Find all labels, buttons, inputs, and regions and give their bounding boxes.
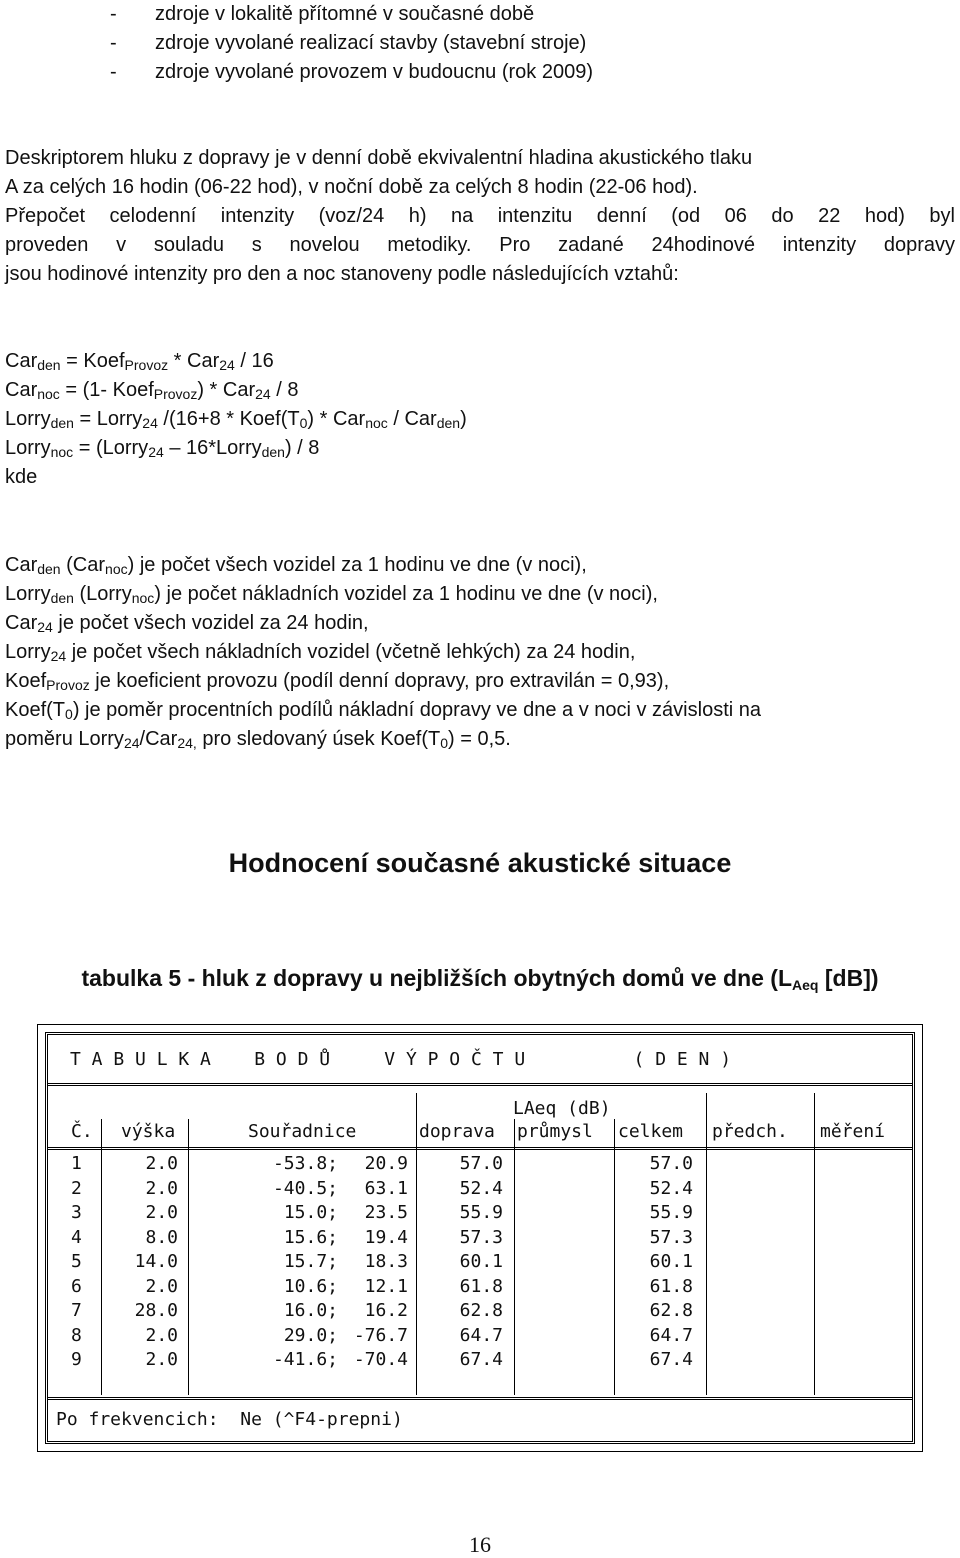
table-row xyxy=(48,1201,910,1225)
table-row xyxy=(48,1177,910,1201)
bullet-dash: - xyxy=(110,32,117,54)
row-number: 4 xyxy=(71,1226,82,1248)
row-coord-y: 20.9 xyxy=(364,1153,408,1174)
row-height: 2.0 xyxy=(145,1275,178,1297)
row-celkem: 64.7 xyxy=(649,1324,693,1346)
row-coord-y: 19.4 xyxy=(364,1226,408,1248)
row-coord-y: -70.4 xyxy=(353,1349,408,1370)
col-header-prumysl: průmysl xyxy=(517,1121,593,1142)
bullet-dash: - xyxy=(110,3,117,25)
table-caption: tabulka 5 - hluk z dopravy u nejbližších obytných domů ve dne ($L_{Aeq}$ [dB]) xyxy=(81,965,879,993)
col-header-doprava: doprava xyxy=(419,1121,495,1142)
row-number: 1 xyxy=(71,1153,82,1174)
row-height: 2.0 xyxy=(145,1349,178,1370)
row-celkem: 57.0 xyxy=(649,1153,693,1174)
row-doprava: 61.8 xyxy=(459,1275,503,1297)
row-doprava: 60.1 xyxy=(459,1251,503,1272)
row-doprava: 57.0 xyxy=(459,1153,503,1174)
bullet-text: zdroje vyvolané realizací stavby (stavební stroje) xyxy=(155,32,587,54)
definition-line: Lorry$_{den}$ (Lorry$_{noc}$) je počet nákladních vozidel za 1 hodinu ve dne (v noci), xyxy=(5,583,658,606)
table-row xyxy=(48,1250,910,1274)
row-doprava: 57.3 xyxy=(459,1226,503,1248)
table-row xyxy=(48,1348,910,1372)
row-height: 14.0 xyxy=(134,1251,178,1272)
row-number: 2 xyxy=(71,1177,82,1199)
row-celkem: 67.4 xyxy=(649,1349,693,1370)
row-doprava: 55.9 xyxy=(459,1202,503,1223)
row-coord-y: -76.7 xyxy=(353,1324,408,1346)
row-number: 3 xyxy=(71,1202,82,1223)
table-row xyxy=(48,1324,910,1348)
row-coord-y: 18.3 xyxy=(364,1251,408,1272)
laeq-group-header: LAeq (dB) xyxy=(513,1098,611,1119)
row-coord-x: 16.0; xyxy=(283,1300,338,1321)
row-coord-y: 23.5 xyxy=(364,1202,408,1223)
col-header-coords: Souřadnice xyxy=(248,1121,357,1142)
row-height: 2.0 xyxy=(145,1177,178,1199)
row-celkem: 61.8 xyxy=(649,1275,693,1297)
separator xyxy=(48,1083,912,1086)
row-number: 9 xyxy=(71,1349,82,1370)
row-coord-x: -41.6; xyxy=(272,1349,338,1370)
row-celkem: 57.3 xyxy=(649,1226,693,1248)
definition-line: Koef$_{Provoz}$ je koeficient provozu (podíl denní dopravy, pro extravilán = 0,93), xyxy=(5,670,670,693)
paragraph-line: Přepočet celodenní intenzity (voz/24 h) na intenzitu denní (od 06 do 22 hod) byl xyxy=(5,205,955,227)
row-coord-y: 12.1 xyxy=(364,1275,408,1297)
screen-frame xyxy=(45,1032,915,1444)
row-coord-x: -53.8; xyxy=(272,1153,338,1174)
definition-line: Lorry$_{24}$ je počet všech nákladních vozidel (včetně lehkých) za 24 hodin, xyxy=(5,641,636,664)
definition-line: poměru Lorry$_{24}$/Car$_{24,}$ pro sledovaný úsek $Koef(T_0) = 0,5$. xyxy=(5,728,511,751)
row-height: 8.0 xyxy=(145,1226,178,1248)
row-doprava: 67.4 xyxy=(459,1349,503,1370)
col-header-mereni: měření xyxy=(820,1121,886,1142)
col-header-predch: předch. xyxy=(712,1121,788,1142)
row-celkem: 52.4 xyxy=(649,1177,693,1199)
row-celkem: 60.1 xyxy=(649,1251,693,1272)
paragraph-line: Deskriptorem hluku z dopravy je v denní době ekvivalentní hladina akustického tlaku xyxy=(5,147,753,169)
table-row xyxy=(48,1299,910,1323)
table-row xyxy=(48,1275,910,1299)
row-number: 8 xyxy=(71,1324,82,1346)
paragraph-line: jsou hodinové intenzity pro den a noc stanoveny podle následujících vztahů: xyxy=(5,263,679,285)
page-number: 16 xyxy=(469,1532,491,1557)
row-coord-x: -40.5; xyxy=(272,1177,338,1199)
table-row xyxy=(48,1152,910,1176)
definition-line: $Koef(T_0)$ je poměr procentních podílů nákladní dopravy ve dne a v noci v závislosti na xyxy=(5,699,761,722)
formula-lorry-den: Lorry$_{den}$ = Lorry$_{24}$ $/(16+8 * Koef(T_0) * Car_{noc} / Car_{den})$ xyxy=(5,408,467,431)
row-height: 2.0 xyxy=(145,1202,178,1223)
formula-car-den: Car$_{den}$ = Koef$_{Provoz}$ * Car$_{24}$ / 16 xyxy=(5,350,274,373)
row-coord-y: 16.2 xyxy=(364,1300,408,1321)
kde-label: kde xyxy=(5,466,38,488)
bullet-dash: - xyxy=(110,61,117,83)
formula-car-noc: Car$_{noc}$ = (1- Koef$_{Provoz}$) * Car$_{24}$ / 8 xyxy=(5,379,299,402)
row-celkem: 55.9 xyxy=(649,1202,693,1223)
row-doprava: 64.7 xyxy=(459,1324,503,1346)
bullet-text: zdroje v lokalitě přítomné v současné době xyxy=(155,3,535,25)
separator xyxy=(48,1397,912,1400)
formula-lorry-noc: Lorry$_{noc}$ = (Lorry$_{24}$ – 16*Lorry$_{den}$) / 8 xyxy=(5,437,320,460)
col-header-number: Č. xyxy=(71,1121,93,1142)
section-heading: Hodnocení současné akustické situace xyxy=(228,848,732,878)
row-coord-x: 29.0; xyxy=(283,1324,338,1346)
row-number: 5 xyxy=(71,1251,82,1272)
row-doprava: 52.4 xyxy=(459,1177,503,1199)
definition-line: Car$_{den}$ (Car$_{noc}$) je počet všech vozidel za 1 hodinu ve dne (v noci), xyxy=(5,554,587,577)
row-coord-x: 10.6; xyxy=(283,1275,338,1297)
status-line: Po frekvencich: Ne (^F4-prepni) xyxy=(56,1409,403,1430)
row-coord-x: 15.7; xyxy=(283,1251,338,1272)
bullet-text: zdroje vyvolané provozem v budoucnu (rok 2009) xyxy=(155,61,594,83)
table-row xyxy=(48,1226,910,1250)
definition-line: Car$_{24}$ je počet všech vozidel za 24 hodin, xyxy=(5,612,369,635)
col-header-height: výška xyxy=(121,1121,176,1142)
row-coord-y: 63.1 xyxy=(364,1177,408,1199)
paragraph-line: proveden v souladu s novelou metodiky. Pro zadané 24hodinové intenzity dopravy xyxy=(5,234,955,256)
row-celkem: 62.8 xyxy=(649,1300,693,1321)
row-coord-x: 15.6; xyxy=(283,1226,338,1248)
separator xyxy=(48,1147,912,1150)
screen-title: T A B U L K A B O D Ů V Ý P O Č T U ( D E N ) xyxy=(70,1049,732,1070)
row-coord-x: 15.0; xyxy=(283,1202,338,1223)
row-height: 2.0 xyxy=(145,1324,178,1346)
row-number: 7 xyxy=(71,1300,82,1321)
calculation-table-screenshot xyxy=(37,1024,923,1452)
paragraph-line: A za celých 16 hodin (06-22 hod), v noční době za celých 8 hodin (22-06 hod). xyxy=(5,176,698,198)
row-height: 28.0 xyxy=(134,1300,178,1321)
row-doprava: 62.8 xyxy=(459,1300,503,1321)
row-number: 6 xyxy=(71,1275,82,1297)
row-height: 2.0 xyxy=(145,1153,178,1174)
col-header-celkem: celkem xyxy=(618,1121,684,1142)
